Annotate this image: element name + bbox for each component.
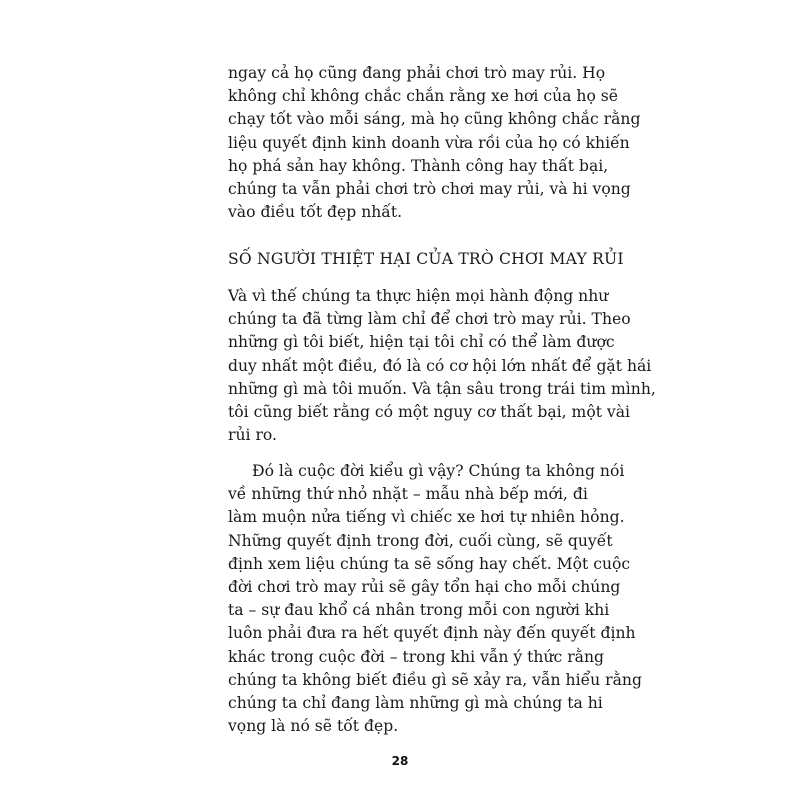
text-line: vọng là nó sẽ tốt đẹp.: [228, 717, 399, 736]
intro-paragraph: [228, 62, 641, 224]
text-line: Những quyết định trong đời, cuối cùng, sẽ quyết: [228, 531, 613, 550]
text-line: tôi cũng biết rằng có một nguy cơ thất bại, một vài: [228, 403, 631, 422]
text-line: chúng ta đã từng làm chỉ để chơi trò may rủi. Theo: [228, 310, 631, 329]
text-line: vào điều tốt đẹp nhất.: [228, 203, 403, 222]
text-line: liệu quyết định kinh doanh vừa rồi của họ có khiến: [228, 133, 630, 152]
page-number: 28: [391, 754, 409, 768]
text-line: làm muộn nửa tiếng vì chiếc xe hơi tự nhiên hỏng.: [228, 508, 625, 527]
text-line: không chỉ không chắc chắn rằng xe hơi của họ sẽ: [228, 87, 619, 106]
paragraph-2: [228, 460, 642, 738]
text-line: chạy tốt vào mỗi sáng, mà họ cũng không chắc rằng: [228, 110, 641, 129]
section-heading: SỐ NGƯỜI THIỆT HẠI CỦA TRÒ CHƠI MAY RỦI: [228, 250, 624, 268]
text-line: họ phá sản hay không. Thành công hay thất bại,: [228, 156, 609, 175]
text-line: duy nhất một điều, đó là có cơ hội lớn nhất để gặt hái: [228, 356, 652, 375]
text-line: Đó là cuộc đời kiểu gì vậy? Chúng ta không nói: [252, 462, 625, 480]
text-line: ngay cả họ cũng đang phải chơi trò may rủi. Họ: [228, 64, 606, 82]
text-line: Và vì thế chúng ta thực hiện mọi hành động như: [228, 287, 609, 305]
text-line: về những thứ nhỏ nhặt – mẫu nhà bếp mới, đi: [228, 485, 588, 504]
text-line: ta – sự đau khổ cá nhân trong mỗi con người khi: [228, 601, 610, 620]
text-line: khác trong cuộc đời – trong khi vẫn ý thức rằng: [228, 647, 604, 666]
text-line: chúng ta không biết điều gì sẽ xảy ra, vẫn hiểu rằng: [228, 670, 642, 689]
text-line: định xem liệu chúng ta sẽ sống hay chết. Một cuộc: [228, 554, 631, 573]
text-line: rủi ro.: [228, 426, 277, 445]
text-line: chúng ta chỉ đang làm những gì mà chúng ta hi: [228, 694, 603, 713]
text-line: những gì tôi biết, hiện tại tôi chỉ có thể làm được: [228, 333, 615, 352]
text-line: chúng ta vẫn phải chơi trò chơi may rủi, và hi vọng: [228, 180, 631, 199]
text-line: luôn phải đưa ra hết quyết định này đến quyết định: [228, 624, 636, 643]
text-line: đời chơi trò may rủi sẽ gây tổn hại cho mỗi chúng: [228, 578, 621, 597]
text-line: những gì mà tôi muốn. Và tận sâu trong trái tim mình,: [228, 379, 656, 398]
paragraph-1: [228, 285, 656, 447]
